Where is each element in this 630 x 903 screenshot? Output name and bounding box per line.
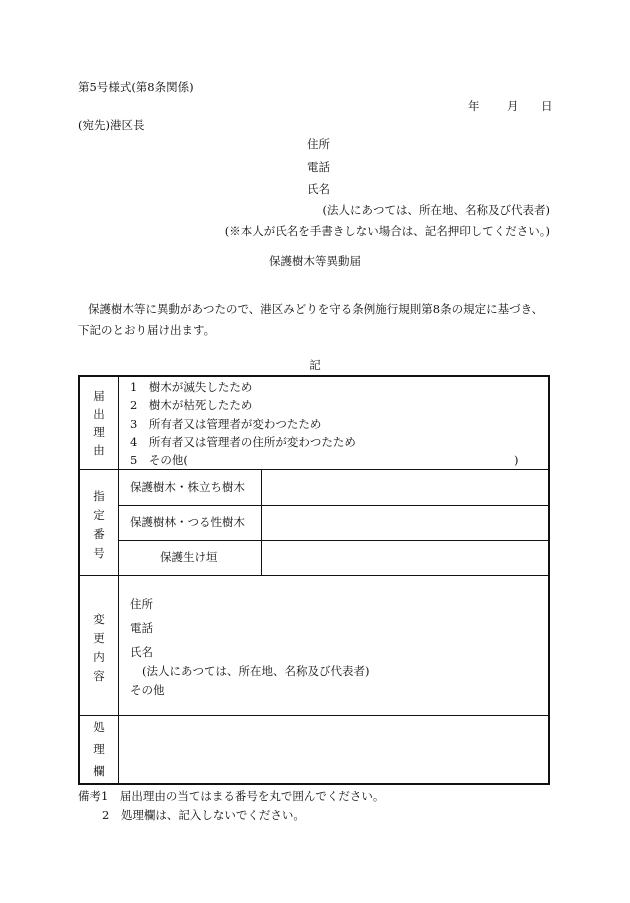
label-char: 処 <box>93 720 105 734</box>
reason-other-close: ) <box>514 453 519 467</box>
applicant-signature-note: (※本人が氏名を手書きしない場合は、記名押印してください。) <box>224 224 550 238</box>
change-phone-label: 電話 <box>130 621 153 635</box>
reason-item[interactable]: 5 その他( <box>130 453 188 467</box>
label-char: 番 <box>93 527 105 541</box>
reason-item[interactable]: 3 所有者又は管理者が変わつたため <box>130 417 322 431</box>
remark-1: 備考1 届出理由の当てはまる番号を丸で囲んでください。 <box>78 789 385 803</box>
date-day-label: 日 <box>541 99 553 113</box>
reason-item[interactable]: 4 所有者又は管理者の住所が変わつたため <box>130 435 356 449</box>
processing-field <box>119 716 548 783</box>
document-title: 保護樹木等異動届 <box>269 254 361 268</box>
label-char: 欄 <box>93 764 105 778</box>
label-char: 指 <box>93 489 105 503</box>
section-divider <box>80 575 548 576</box>
change-other-label: その他 <box>130 683 165 697</box>
designation-number-field[interactable] <box>262 506 548 540</box>
addressee: (宛先)港区長 <box>78 118 145 132</box>
applicant-name-label: 氏名 <box>307 182 330 196</box>
label-char: 理 <box>93 742 105 756</box>
applicant-address-label: 住所 <box>307 137 330 151</box>
label-char: 理 <box>93 425 105 439</box>
date-year-label: 年 <box>468 99 480 113</box>
form-table <box>78 375 550 785</box>
label-char: 号 <box>93 546 105 560</box>
date-month-label: 月 <box>507 99 519 113</box>
change-name-label: 氏名 <box>130 645 153 659</box>
intro-line-1: 保護樹木等に異動があつたので、港区みどりを守る条例施行規則第8条の規定に基づき、 <box>88 302 544 316</box>
label-char: 由 <box>93 443 105 457</box>
label-char: 出 <box>93 407 105 421</box>
designation-number-field[interactable] <box>262 470 548 505</box>
label-char: 変 <box>93 612 105 626</box>
change-address-label: 住所 <box>130 597 153 611</box>
change-corporate-note: (法人にあつては、所在地、名称及び代表者) <box>142 664 370 678</box>
form-number: 第5号様式(第8条関係) <box>78 80 194 94</box>
label-char: 定 <box>93 508 105 522</box>
label-char: 届 <box>93 389 105 403</box>
label-char: 内 <box>93 650 105 664</box>
reason-item[interactable]: 1 樹木が滅失したため <box>130 380 253 394</box>
designation-number-field[interactable] <box>262 541 548 575</box>
label-char: 容 <box>93 669 105 683</box>
label-char: 更 <box>93 631 105 645</box>
applicant-phone-label: 電話 <box>307 160 330 174</box>
remark-2: 2 処理欄は、記入しないでください。 <box>102 808 305 822</box>
reason-item[interactable]: 2 樹木が枯死したため <box>130 398 253 412</box>
applicant-corporate-note: (法人にあつては、所在地、名称及び代表者) <box>322 203 550 217</box>
intro-line-2: 下記のとおり届け出ます。 <box>78 323 216 337</box>
designation-row-label: 保護生け垣 <box>160 550 218 564</box>
ki-heading: 記 <box>309 358 321 372</box>
designation-row-label: 保護樹林・つる性樹木 <box>130 515 245 529</box>
designation-row-label: 保護樹木・株立ち樹木 <box>130 480 245 494</box>
